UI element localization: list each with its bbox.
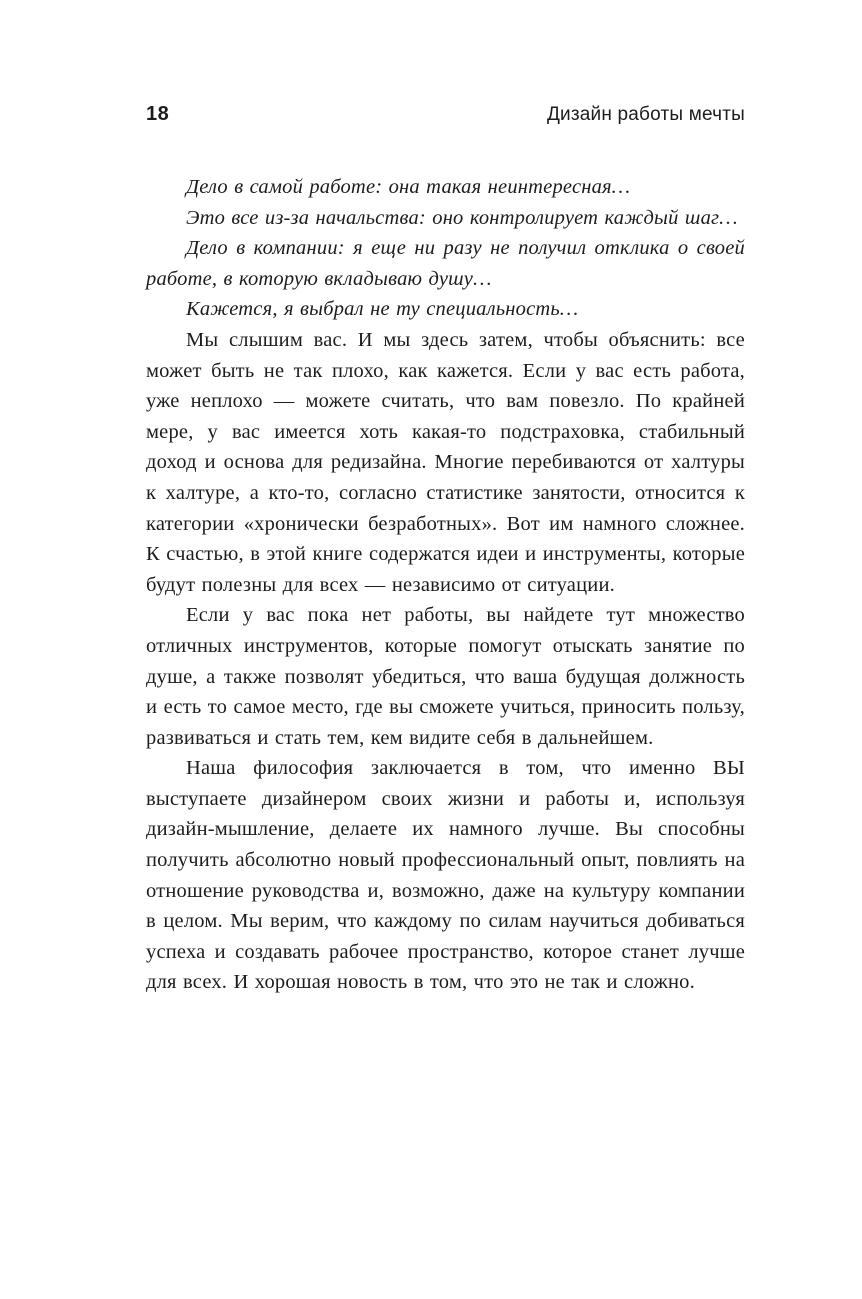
paragraph-body-2: Если у вас пока нет работы, вы найдете тут множество отличных инструментов, которые помогут отыскать занятие по душе, а также позволят убедиться, что ваша будущая должность и есть то самое место, где вы сможете учиться, приносить пользу, развиваться и стать тем, кем видите себя в дальнейшем. <box>146 604 745 749</box>
running-title: Дизайн работы мечты <box>546 104 745 125</box>
paragraph-quote-1: Дело в самой работе: она такая неинтересная… <box>186 176 631 198</box>
page-header <box>146 103 745 126</box>
paragraph-body-1: Мы слышим вас. И мы здесь затем, чтобы объяснить: все может быть не так плохо, как кажется. Если у вас есть работа, уже неплохо — можете считать, что вам повезло. По крайней мере, у вас имеется хоть какая-то подстраховка, стабильный доход и основа для редизайна. Многие перебиваются от халтуры к халтуре, а кто-то, согласно статистике занятости, относится к категории «хронически безработных». Вот им намного сложнее. К счастью, в этой книге содержатся идеи и инструменты, которые будут полезны для всех — независимо от ситуации. <box>146 328 745 596</box>
paragraph-body-3: Наша философия заключается в том, что именно ВЫ выступаете дизайнером своих жизни и работы и, используя дизайн-мышление, делаете их намного лучше. Вы способны получить абсолютно новый профессиональный опыт, повлиять на отношение руководства и, возможно, даже на культуру компании в целом. Мы верим, что каждому по силам научиться добиваться успеха и создавать рабочее пространство, которое станет лучше для всех. И хорошая новость в том, что это не так и сложно. <box>146 757 745 994</box>
body-text <box>146 172 745 998</box>
paragraph-quote-2: Это все из-за начальства: оно контролирует каждый шаг… <box>186 206 738 229</box>
paragraph-quote-3: Дело в компании: я еще ни разу не получил отклика о своей работе, в которую вкладываю душу… <box>146 237 745 290</box>
page-number: 18 <box>146 103 170 125</box>
paragraph-quote-4: Кажется, я выбрал не ту специальность… <box>186 298 579 321</box>
